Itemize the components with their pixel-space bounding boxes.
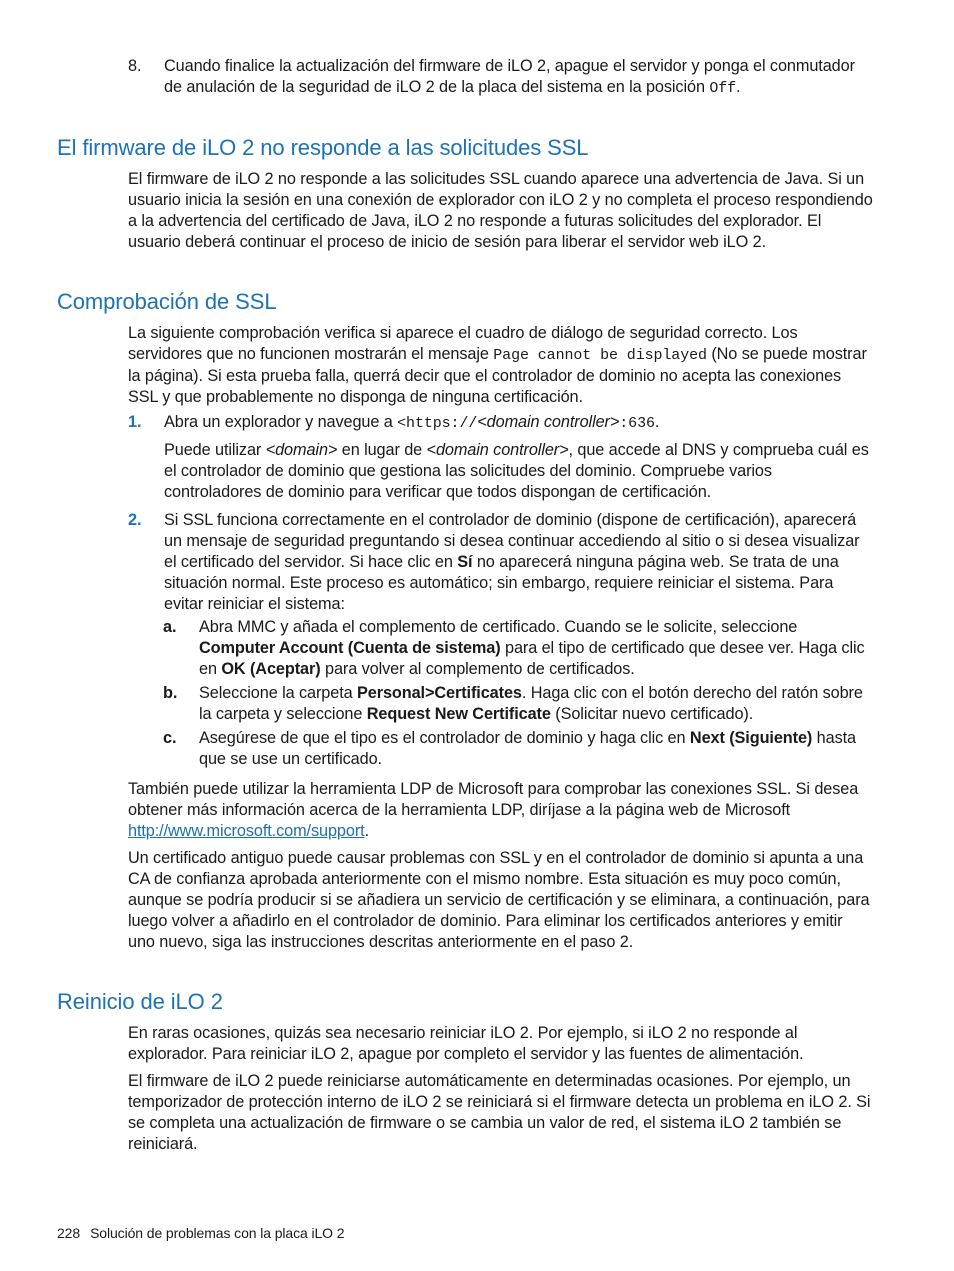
section-title-reset-ilo2: Reinicio de iLO 2 xyxy=(57,989,223,1014)
section-title-ssl-no-response: El firmware de iLO 2 no responde a las solicitudes SSL xyxy=(57,135,589,160)
ssl-step-2 xyxy=(128,510,873,615)
ssl-step-1-number: 1. xyxy=(128,413,142,431)
ssl-step-2b: b. Seleccione la carpeta Personal>Certificates. Haga clic con el botón derecho del ratón sobre la carpeta y seleccione Request New Certificate (Solicitar nuevo certificado). xyxy=(163,684,863,723)
ldp-paragraph: También puede utilizar la herramienta LDP de Microsoft para comprobar las conexiones SSL. Si desea obtener más información acerca de la herramienta LDP, diríjase a la página web de Microsoft http://www.microsoft.com/support. xyxy=(128,780,859,840)
step-8-number: 8. xyxy=(128,57,142,75)
ssl-step-2-number: 2. xyxy=(128,511,142,529)
ssl-check-intro: La siguiente comprobación verifica si aparece el cuadro de diálogo de seguridad correcto. Los servidores que no funcionen mostrarán el mensaje Page cannot be displayed (No se puede mostrar la página). Si esta prueba falla, querrá decir que el controlador de dominio no acepta las conexiones SSL y que probablemente no disponga de ninguna certificación. xyxy=(128,324,867,406)
page-footer xyxy=(57,1224,354,1242)
ssl-step-1-text: Abra un explorador y navegue a <https://<domain controller>:636. xyxy=(164,413,660,432)
step-8 xyxy=(128,56,873,99)
ssl-step-1 xyxy=(128,412,873,503)
code-off: Off xyxy=(709,80,737,97)
code-page-cannot-be-displayed: Page cannot be displayed xyxy=(493,347,707,364)
step-8-text: Cuando finalice la actualización del firmware de iLO 2, apague el servidor y ponga el conmutador de anulación de la seguridad de iLO 2 de la placa del sistema en la posición Off. xyxy=(164,57,855,97)
ssl-step-1-note: Puede utilizar <domain> en lugar de <domain controller>, que accede al DNS y comprueba cuál es el controlador de dominio que gestiona las solicitudes del dominio. Compruebe varios controladores de dominio para verificar que todos dispongan de certificación. xyxy=(164,441,869,501)
reset-paragraph-2: El firmware de iLO 2 puede reiniciarse automáticamente en determinadas ocasiones. Por ejemplo, un temporizador de protección interno de iLO 2 se reiniciará si el firmware detecta un problema en iLO 2. Si se completa una actualización de firmware o se cambia un valor de red, el sistema iLO 2 también se reiniciará. xyxy=(128,1072,871,1153)
page-number: 228 xyxy=(57,1225,81,1241)
section-title-ssl-check: Comprobación de SSL xyxy=(57,289,277,314)
ssl-step-2a: a. Abra MMC y añada el complemento de certificado. Cuando se le solicite, seleccione Computer Account (Cuenta de sistema) para el tipo de certificado que desee ver. Haga clic en OK (Aceptar) para volver al complemento de certificados. xyxy=(163,618,865,678)
reset-paragraph-1: En raras ocasiones, quizás sea necesario reiniciar iLO 2. Por ejemplo, si iLO 2 no responde al explorador. Para reiniciar iLO 2, apague por completo el servidor y las fuentes de alimentación. xyxy=(128,1024,804,1063)
ssl-step-2c: c. Asegúrese de que el tipo es el controlador de dominio y haga clic en Next (Siguiente) hasta que se use un certificado. xyxy=(163,729,857,768)
old-certificate-paragraph: Un certificado antiguo puede causar problemas con SSL y en el controlador de dominio si apunta a una CA de confianza aprobada anteriormente con el mismo nombre. Esta situación es muy poco común, aunque se podría producir si se añadiera un servicio de certificación y se eliminara, a continuación, para luego volver a añadirlo en el controlador de dominio. Para eliminar los certificados anteriores y emitir uno nuevo, siga las instrucciones descritas anteriormente en el paso 2. xyxy=(128,849,870,951)
section-ssl-no-response-paragraph: El firmware de iLO 2 no responde a las solicitudes SSL cuando aparece una advertencia de Java. Si un usuario inicia la sesión en una conexión de explorador con iLO 2 y no completa el proceso respondiendo a la advertencia del certificado de Java, iLO 2 no responde a futuras solicitudes del explorador. El usuario deberá continuar el proceso de inicio de sesión para liberar el servidor web iLO 2. xyxy=(128,170,873,251)
ssl-step-2-text: Si SSL funciona correctamente en el controlador de dominio (dispone de certificación), aparecerá un mensaje de seguridad preguntando si desea continuar accediendo al sitio o si desea visualizar el certificado del servidor. Si hace clic en Sí no aparecerá ninguna página web. Se trata de una situación normal. Este proceso es automático; sin embargo, requiere reiniciar el sistema. Para evitar reiniciar el sistema: xyxy=(164,511,860,613)
microsoft-support-link[interactable]: http://www.microsoft.com/support xyxy=(128,822,365,840)
footer-chapter-title: Solución de problemas con la placa iLO 2 xyxy=(90,1225,345,1241)
